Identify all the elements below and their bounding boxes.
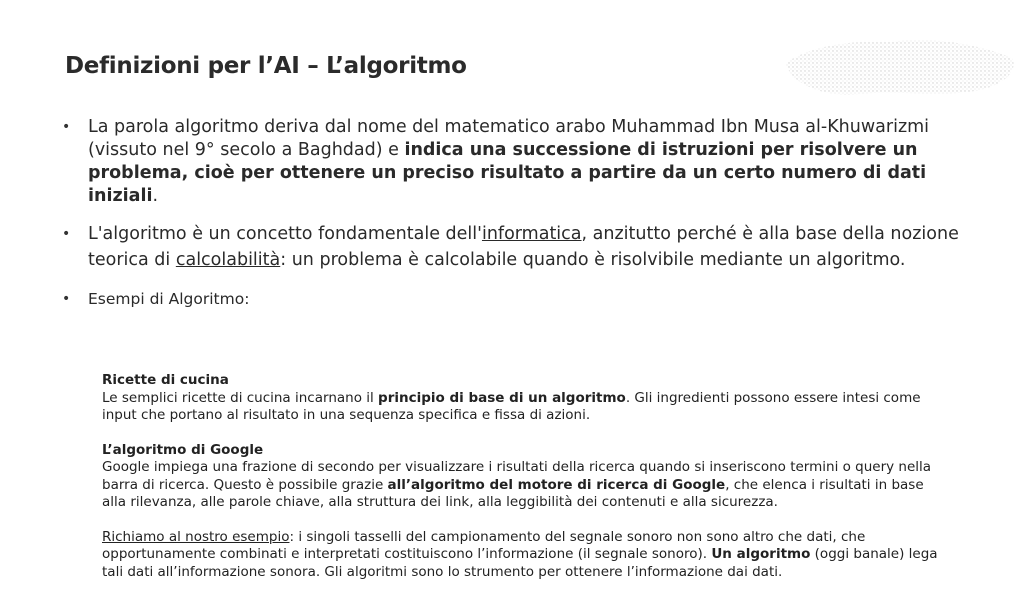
bullet-item-examples: [62, 288, 962, 311]
bold-segment: Un algoritmo: [711, 546, 811, 562]
bullet-list: [62, 116, 962, 311]
bold-segment: all’algoritmo del motore di ricerca di Google: [387, 476, 726, 493]
bullet-text: [88, 221, 962, 273]
slide-title: Definizioni per l’AI – L’algoritmo: [65, 53, 467, 79]
text-segment: Le semplici ricette di cucina incarnano il: [102, 389, 379, 406]
example-title: L’algoritmo di Google: [102, 441, 264, 458]
text-segment: (oggi banale) lega tali dati all’informazione sonora. Gli algoritmi sono lo strumento per ottenere l’informazione dai dati.: [102, 546, 938, 580]
text-segment: , anzitutto perché è alla base della nozione teorica di: [88, 224, 959, 270]
text-segment: Google impiega una frazione di secondo per visualizzare i risultati della ricerca quando si inseriscono termini o query nella barra di ricerca. Questo è possibile grazie: [102, 459, 932, 493]
bullet-text: [88, 116, 962, 208]
examples-block: [102, 372, 942, 598]
example-reference: [102, 529, 942, 582]
text-segment: .: [152, 186, 159, 206]
text-segment: . Gli ingredienti possono essere intesi come input che portano al risultato in una sequenza specifica e fissa di azioni.: [102, 389, 921, 423]
bullet-icon: •: [62, 226, 71, 242]
link-calcolabilita[interactable]: calcolabilità: [175, 250, 281, 270]
bullet-icon: •: [62, 291, 71, 307]
example-google: [102, 442, 942, 512]
example-recipes: [102, 372, 942, 425]
text-segment: La parola algoritmo deriva dal nome del matematico arabo Muhammad Ibn Musa al-Khuwarizmi (vissuto nel 9° secolo a Baghdad) e: [88, 117, 930, 160]
example-body: [102, 459, 942, 512]
bold-segment: principio di base di un algoritmo: [378, 389, 626, 406]
text-segment: , che elenca i risultati in base alla rilevanza, alle parole chiave, alla struttura dei link, alla leggibilità dei contenuti e alla sicurezza.: [102, 476, 924, 510]
bullet-icon: •: [62, 119, 71, 135]
decorative-brush-stroke: [780, 18, 1020, 108]
bullet-item-definition: [62, 116, 962, 208]
bold-segment: indica una successione di istruzioni per risolvere un problema, cioè per ottenere un preciso risultato a partire da un certo numero di dati iniziali: [88, 140, 927, 206]
underlined-segment: Richiamo al nostro esempio: [102, 528, 290, 545]
example-body: [102, 529, 942, 582]
bullet-text: Esempi di Algoritmo:: [88, 290, 250, 308]
link-informatica[interactable]: informatica: [481, 224, 582, 244]
example-title: Ricette di cucina: [102, 372, 229, 388]
text-segment: : un problema è calcolabile quando è risolvibile mediante un algoritmo.: [280, 250, 906, 270]
bullet-item-concept: [62, 221, 962, 273]
text-segment: : i singoli tasselli del campionamento del segnale sonoro non sono altro che dati, che opportunamente combinati e interpretati costituiscono l’informazione (il segnale sonoro).: [102, 528, 866, 562]
example-body: [102, 390, 942, 425]
text-segment: L'algoritmo è un concetto fondamentale dell': [88, 224, 482, 244]
